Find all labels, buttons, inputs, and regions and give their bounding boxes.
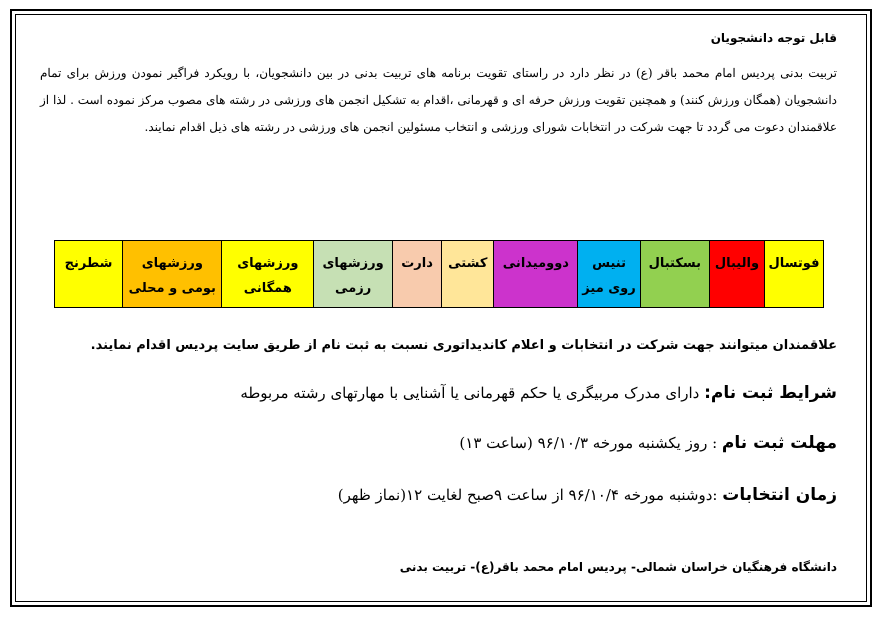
registration-notice: علاقمندان میتوانند جهت شرکت در انتخابات و اعلام کاندیداتوری نسبت به ثبت نام از طریق سایت پردیس اقدام نمایند. <box>90 338 837 353</box>
conditions-label: شرایط ثبت نام: <box>704 383 837 403</box>
sport-cell: ورزشهای همگانی <box>222 241 314 308</box>
conditions-line <box>240 383 837 403</box>
sport-cell: تنیس روی میز <box>578 241 640 308</box>
sport-cell: دارت <box>393 241 442 308</box>
sport-cell: ورزشهای بومی و محلی <box>123 241 222 308</box>
conditions-value: دارای مدرک مربیگری یا حکم قهرمانی یا آشنایی با مهارتهای رشته مربوطه <box>240 384 705 402</box>
announcement-heading: قابل توجه دانشجویان <box>710 31 837 45</box>
footer-signature: دانشگاه فرهنگیان خراسان شمالی- پردیس امام محمد باقر(ع)- تربیت بدنی <box>399 560 837 574</box>
deadline-label: مهلت ثبت نام <box>721 433 837 453</box>
deadline-value: : روز یکشنبه مورخه ۹۶/۱۰/۳ (ساعت ۱۳) <box>459 434 722 452</box>
intro-paragraph: تربیت بدنی پردیس امام محمد باقر (ع) در نظر دارد در راستای تقویت برنامه های تربیت بدنی در بین دانشجویان، با رویکرد فراگیر نمودن ورزش برای تمام دانشجویان (همگان ورزش کنند) و همچنین تقویت ورزش حرفه ای و قهرمانی ،اقدام به تشکیل انجمن های ورزشی در رشته های مصوب مرکز نموده است . لذا از علاقمندان دعوت می گردد تا جهت شرکت در انتخابات شورای ورزشی و انتخاب مسئولین انجمن های ورزشی در رشته های ذیل اقدام نمایند. <box>40 66 837 134</box>
sport-cell: فوتسال <box>765 241 824 308</box>
sports-row <box>55 241 824 308</box>
sport-cell: دوومیدانی <box>494 241 578 308</box>
election-line <box>338 485 837 505</box>
sport-cell: ورزشهای رزمی <box>314 241 393 308</box>
sport-cell: بسکتبال <box>640 241 709 308</box>
sports-table <box>54 240 824 308</box>
sport-cell: کشتی <box>442 241 494 308</box>
sport-cell: شطرنج <box>55 241 123 308</box>
sport-cell: والیبال <box>709 241 764 308</box>
election-value: :دوشنبه مورخه ۹۶/۱۰/۴ از ساعت ۹صبح لغایت ۱۲(نماز ظهر) <box>337 486 723 504</box>
election-label: زمان انتخابات <box>722 485 837 505</box>
announcement-body <box>40 30 837 141</box>
deadline-line <box>459 433 837 453</box>
